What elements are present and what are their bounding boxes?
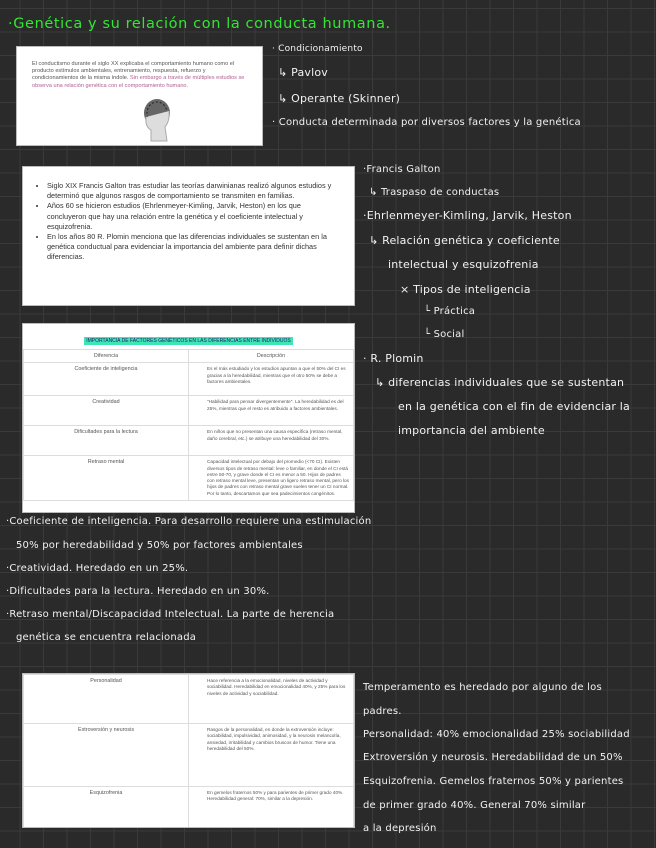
table-cell: Capacidad intelectual por debajo del promedio (<70 CI). Existen diversos tipos de retraso mental: leve o familiar, en donde el CI está entre 50-70, y grave donde el CI es menor a 50. Hijos de padres con retraso mental leve, presentan un ligero retraso mental, pero los hijos de padres con retraso mental grave suelen tener un CI normal. Por lo tanto, descartamos que sea padecimientos congénitos.	[189, 456, 354, 501]
table-row	[24, 426, 354, 456]
conductismo-text	[32, 61, 250, 90]
table-row	[24, 396, 354, 426]
conductismo-highlight: Sin embargo a través de múltiples estudios se observa una relación genética con el comportamiento humano.	[32, 75, 245, 89]
note-intelectual: intelectual y esquizofrenia	[388, 258, 539, 271]
table-cell: Rasgos de la personalidad, en donde la extroversión incluye: sociabilidad, impulsividad, animosidad, y la neurosis melancolía, ansiedad, irritabilidad y cambios bruscos de humor. Tiene una heredabilidad del 50%.	[189, 724, 354, 787]
table-row	[24, 363, 354, 396]
note-relacionada: genética se encuentra relacionada	[16, 632, 197, 643]
note-heredabilidad: 50% por heredabilidad y 50% por factores ambientales	[16, 540, 303, 551]
table-cell: En gemelos fraternos 50% y para parientes de primer grado 40%. Heredabilidad general: 70%, similar a la depresión.	[189, 787, 354, 828]
table-factores-geneticos	[23, 324, 354, 512]
note-genetica: en la genética con el fin de evidenciar la	[398, 400, 630, 413]
note-depresion: a la depresión	[363, 823, 437, 834]
note-galton: ·Francis Galton	[363, 164, 441, 175]
note-ehrlenmeyer: ·Ehrlenmeyer-Kimling, Jarvik, Heston	[363, 209, 572, 222]
table	[23, 674, 354, 827]
table-cell: Creatividad	[24, 396, 189, 426]
pasted-image-conductismo	[17, 47, 262, 145]
note-tipos: × Tipos de inteligencia	[400, 283, 531, 296]
note-social: └ Social	[424, 329, 465, 340]
column-header: Descripción	[189, 350, 354, 363]
note-relacion: ↳ Relación genética y coeficiente	[369, 234, 560, 247]
table-row	[24, 675, 354, 724]
note-primer-grado: de primer grado 40%. General 70% similar	[363, 800, 586, 811]
history-item: • Siglo XIX Francis Galton tras estudiar las teorías darwinianas realizó algunos estudios y determinó que algunos rasgos de comportamiento se transmiten en familias.	[47, 181, 342, 201]
table-row	[24, 787, 354, 828]
note-practica: └ Práctica	[424, 306, 476, 317]
note-padres: padres.	[363, 706, 402, 717]
history-item: • En los años 80 R. Plomin menciona que las diferencias individuales se sustentan en la genética conductual para evidenciar la importancia del ambiente para definir dichas diferencias.	[47, 232, 342, 263]
table-cell: Hace referencia a la emocionalidad, niveles de actividad y sociabilidad. Heredabilidad en emocionalidad 40%, y 25% para los niveles de actividad y sociabilidad.	[189, 675, 354, 724]
note-extroversion: Extroversión y neurosis. Heredabilidad de un 50%	[363, 752, 623, 763]
table-personalidad	[23, 674, 354, 827]
table-cell: "Habilidad para pensar divergentemente". La heredabilidad es del 25%, mientras que el resto es atribuido a factores ambientales.	[189, 396, 354, 426]
note-esquizofrenia: Esquizofrenia. Gemelos fraternos 50% y parientes	[363, 776, 624, 787]
table-cell: Esquizofrenia	[24, 787, 189, 828]
note-retraso: ·Retraso mental/Discapacidad Intelectual. La parte de herencia	[6, 609, 335, 620]
column-header: Diferencia	[24, 350, 189, 363]
note-diferencias: ↳ diferencias individuales que se sustentan	[375, 376, 625, 389]
table-row	[24, 456, 354, 501]
table-cell: Personalidad	[24, 675, 189, 724]
note-coeficiente: ·Coeficiente de inteligencia. Para desarrollo requiere una estimulación	[6, 516, 372, 527]
note-pavlov: ↳ Pavlov	[278, 66, 328, 79]
table-cell: En niños que no presentan una causa específica (retraso mental, daño cerebral, etc.) se atribuye una heredabilidad del 30%.	[189, 426, 354, 456]
note-personalidad: Personalidad: 40% emocionalidad 25% sociabilidad	[363, 729, 630, 740]
note-operante: ↳ Operante (Skinner)	[278, 92, 401, 105]
history-list	[23, 181, 342, 263]
table	[23, 349, 354, 501]
note-temperamento: Temperamento es heredado por alguno de los	[363, 682, 602, 693]
table-row	[24, 724, 354, 787]
pasted-image-historia	[23, 167, 354, 305]
history-item: • Años 60 se hicieron estudios (Ehrlenmeyer-Kimling, Jarvik, Heston) en los que concluyeron que hay una relación entre la genética y el coeficiente intelectual y esquizofrenia.	[47, 201, 342, 232]
table-cell: Es el más estudiado y los estudios apuntan a que el 50% del CI es gracias a la heredabilidad, mientras que el otro 50% se debe a factores ambientales.	[189, 363, 354, 396]
page-title: ·Genética y su relación con la conducta humana.	[8, 16, 391, 32]
note-ambiente: importancia del ambiente	[398, 424, 545, 437]
table-cell: Coeficiente de inteligencia	[24, 363, 189, 396]
table-cell: Dificultades para la lectura	[24, 426, 189, 456]
table-header-row	[24, 350, 354, 363]
note-condicionamiento: · Condicionamiento	[272, 44, 363, 54]
head-illustration-icon	[137, 97, 177, 143]
conductismo-text-main: El conductismo durante el siglo XX explicaba el comportamiento humano como el producto estímulos ambientales, entrenamiento, respuesta, refuerzo y condicionamientos de la misma índole.	[32, 61, 235, 82]
table-cell: Retraso mental	[24, 456, 189, 501]
note-traspaso: ↳ Traspaso de conductas	[369, 187, 500, 198]
note-lectura: ·Dificultades para la lectura. Heredado en un 30%.	[6, 586, 270, 597]
table-caption-text: IMPORTANCIA DE FACTORES GENÉTICOS EN LAS DIFERENCIAS ENTRE INDIVIDUOS	[86, 338, 291, 344]
table-caption	[23, 324, 354, 349]
note-conducta: · Conducta determinada por diversos factores y la genética	[272, 117, 581, 128]
note-plomin: · R. Plomin	[363, 352, 424, 365]
table-cell: Extroversión y neurosis	[24, 724, 189, 787]
note-creatividad: ·Creatividad. Heredado en un 25%.	[6, 563, 189, 574]
